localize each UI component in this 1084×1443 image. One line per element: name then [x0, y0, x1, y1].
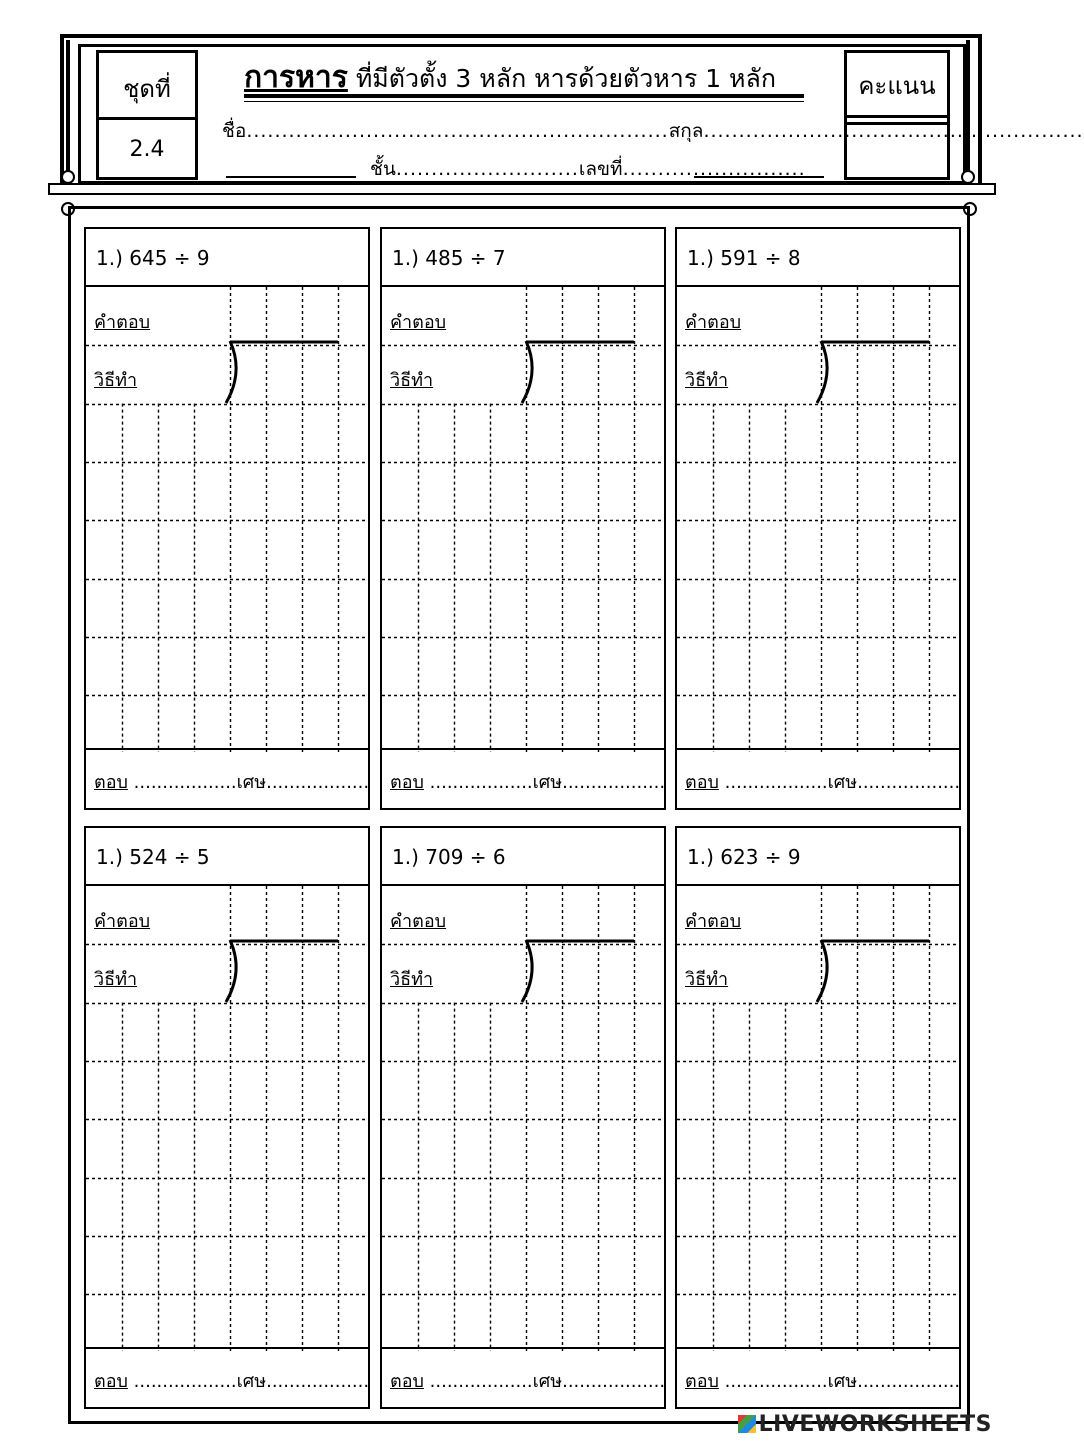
problem-card: [380, 227, 666, 810]
remainder-label: เศษ: [827, 1371, 858, 1392]
final-answer-row: [86, 748, 368, 808]
answer-blank[interactable]: ..................: [423, 1371, 533, 1392]
work-grid[interactable]: [677, 287, 959, 752]
final-answer-row: [677, 748, 959, 808]
answer-label: คำตอบ: [685, 911, 742, 932]
work-grid[interactable]: [86, 886, 368, 1351]
answer-label: คำตอบ: [94, 911, 151, 932]
work-grid[interactable]: [677, 886, 959, 1351]
scroll-knob-left-top: [61, 170, 75, 184]
problem-question: 1.) 623 ÷ 9: [677, 828, 959, 886]
name-field[interactable]: [252, 114, 516, 140]
answer-blank[interactable]: ..................: [718, 1371, 828, 1392]
number-field[interactable]: [566, 152, 678, 178]
remainder-blank[interactable]: ..................: [266, 1371, 370, 1392]
score-field[interactable]: [847, 127, 947, 177]
method-label: วิธีทำ: [390, 969, 434, 990]
remainder-label: เศษ: [532, 772, 563, 793]
final-answer-label: ตอบ: [685, 1371, 719, 1392]
answer-blank[interactable]: ..................: [127, 1371, 237, 1392]
liveworksheets-logo: [738, 1412, 992, 1437]
remainder-label: เศษ: [827, 772, 858, 793]
name-label: ชื่อ: [222, 120, 247, 142]
final-answer-label: ตอบ: [94, 1371, 128, 1392]
method-label: วิธีทำ: [94, 969, 138, 990]
title-main: การหาร: [244, 60, 348, 95]
final-answer-row: [86, 1347, 368, 1407]
scroll-post-left: [66, 40, 70, 188]
remainder-blank[interactable]: ..................: [562, 772, 666, 793]
problem-question: 1.) 485 ÷ 7: [382, 229, 664, 287]
remainder-label: เศษ: [532, 1371, 563, 1392]
remainder-label: เศษ: [236, 772, 267, 793]
remainder-blank[interactable]: ..................: [857, 772, 961, 793]
final-answer-label: ตอบ: [94, 772, 128, 793]
surname-field[interactable]: [570, 114, 820, 140]
method-label: วิธีทำ: [685, 969, 729, 990]
remainder-blank[interactable]: ..................: [562, 1371, 666, 1392]
problem-question: 1.) 645 ÷ 9: [86, 229, 368, 287]
brand-badge-icon: [738, 1415, 756, 1433]
remainder-blank[interactable]: ..................: [857, 1371, 961, 1392]
remainder-blank[interactable]: ..................: [266, 772, 370, 793]
title-rest: ที่มีตัวตั้ง 3 หลัก หารด้วยตัวหาร 1 หลัก: [355, 64, 776, 93]
class-field[interactable]: [404, 152, 508, 178]
surname-label: สกุล: [668, 120, 704, 142]
set-number: 2.4: [129, 137, 165, 162]
method-label: วิธีทำ: [94, 370, 138, 391]
blank-line-left: [226, 176, 356, 178]
problem-card: [84, 826, 370, 1409]
title-underline-thin: [244, 101, 804, 102]
scroll-knob-right-top: [961, 170, 975, 184]
method-label: วิธีทำ: [685, 370, 729, 391]
final-answer-row: [677, 1347, 959, 1407]
title-underline: [244, 94, 804, 98]
work-grid[interactable]: [86, 287, 368, 752]
score-label: คะแนน: [858, 72, 936, 100]
final-answer-label: ตอบ: [390, 772, 424, 793]
set-number-box: [96, 50, 198, 180]
answer-label: คำตอบ: [94, 312, 151, 333]
scroll-rail: [48, 183, 996, 195]
class-line: ชั้น..........................เลขที่..........................: [370, 158, 806, 180]
score-box: [844, 50, 950, 180]
problem-card: [84, 227, 370, 810]
problem-card: [675, 227, 961, 810]
answer-label: คำตอบ: [390, 911, 447, 932]
name-line: ชื่อ............................................................สกุล......................................................: [222, 120, 1084, 142]
method-label: วิธีทำ: [390, 370, 434, 391]
worksheet-title: [244, 54, 804, 95]
final-answer-row: [382, 1347, 664, 1407]
work-grid[interactable]: [382, 287, 664, 752]
answer-blank[interactable]: ..................: [718, 772, 828, 793]
blank-line-right: [694, 176, 824, 178]
remainder-label: เศษ: [236, 1371, 267, 1392]
final-answer-label: ตอบ: [390, 1371, 424, 1392]
set-label: ชุดที่: [99, 61, 195, 120]
class-label: ชั้น: [370, 158, 396, 180]
problem-question: 1.) 591 ÷ 8: [677, 229, 959, 287]
problem-card: [380, 826, 666, 1409]
answer-blank[interactable]: ..................: [127, 772, 237, 793]
answer-blank[interactable]: ..................: [423, 772, 533, 793]
answer-label: คำตอบ: [685, 312, 742, 333]
final-answer-row: [382, 748, 664, 808]
work-grid[interactable]: [382, 886, 664, 1351]
answer-label: คำตอบ: [390, 312, 447, 333]
brand-name: LIVEWORKSHEETS: [758, 1412, 992, 1437]
number-label: เลขที่: [578, 158, 623, 180]
scroll-post-right: [966, 40, 970, 188]
problem-question: 1.) 709 ÷ 6: [382, 828, 664, 886]
problem-question: 1.) 524 ÷ 5: [86, 828, 368, 886]
final-answer-label: ตอบ: [685, 772, 719, 793]
problem-card: [675, 826, 961, 1409]
